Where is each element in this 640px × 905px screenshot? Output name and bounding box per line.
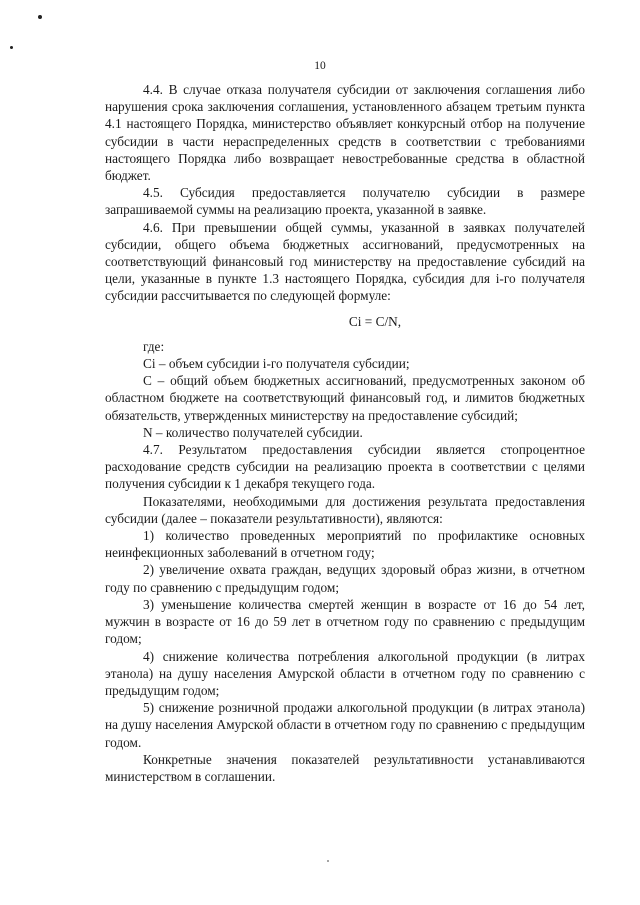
indicators-intro: Показателями, необходимыми для достижения результата предоставления субсидии (далее – показатели результативности), являются: <box>105 493 585 526</box>
indicator-3: 3) уменьшение количества смертей женщин в возрасте от 16 до 54 лет, мужчин в возрасте от 16 до 59 лет в отчетном году по сравнению с предыдущим годом; <box>105 596 585 647</box>
indicator-5: 5) снижение розничной продажи алкогольной продукции (в литрах этанола) на душу населения Амурской области в отчетном году по сравнению с предыдущим годом. <box>105 700 585 750</box>
formula: Ci = C/N, <box>348 313 402 329</box>
indicator-1: 1) количество проведенных мероприятий по профилактике основных неинфекционных заболеваний в отчетном году; <box>105 528 585 561</box>
document-body <box>105 81 585 785</box>
indicator-4: 4) снижение количества потребления алкогольной продукции (в литрах этанола) на душу населения Амурской области в отчетном году по сравнению с предыдущим годом; <box>105 648 585 698</box>
scan-speck <box>38 15 42 19</box>
where-label: где: <box>143 338 165 354</box>
indicator-2: 2) увеличение охвата граждан, ведущих здоровый образ жизни, в отчетном году по сравнению с предыдущим годом; <box>105 562 585 595</box>
paragraph-4-5: 4.5. Субсидия предоставляется получателю субсидии в размере запрашиваемой суммы на реализацию проекта, указанной в заявке. <box>105 185 585 218</box>
paragraph-4-4: 4.4. В случае отказа получателя субсидии от заключения соглашения либо нарушения срока заключения соглашения, установленного абзацем третьим пункта 4.1 настоящего Порядка, министерство объявляет конкурсный отбор на получение субсидии в части нераспределенных средств в соответствии с требованиями настоящего Порядка либо возвращает невостребованные средства в областной бюджет. <box>105 82 585 184</box>
page-number: 10 <box>314 60 326 72</box>
definition-n: N – количество получателей субсидии. <box>143 424 363 440</box>
scan-speck <box>10 46 13 49</box>
definition-c: C – общий объем бюджетных ассигнований, предусмотренных законом об областном бюджете на соответствующий финансовый год, и лимитов бюджетных обязательств, утвержденных министерству на предоставление субсидий; <box>105 373 585 423</box>
paragraph-4-7: 4.7. Результатом предоставления субсидии является стопроцентное расходование средств субсидии на реализацию проекта в соответствии с целями получения субсидии к 1 декабря текущего года. <box>105 442 585 492</box>
paragraph-4-6: 4.6. При превышении общей суммы, указанной в заявках получателей субсидии, общего объема бюджетных ассигнований, предусмотренных на соответствующий финансовый год министерству на предоставление субсидий на цели, указанные в пункте 1.3 настоящего Порядка, субсидия для i-го получателя субсидии рассчитывается по следующей формуле: <box>105 219 585 304</box>
scan-speck <box>327 860 329 862</box>
closing-paragraph: Конкретные значения показателей результативности устанавливаются министерством в соглашении. <box>105 751 585 784</box>
definition-ci: Ci – объем субсидии i-го получателя субсидии; <box>143 356 410 372</box>
